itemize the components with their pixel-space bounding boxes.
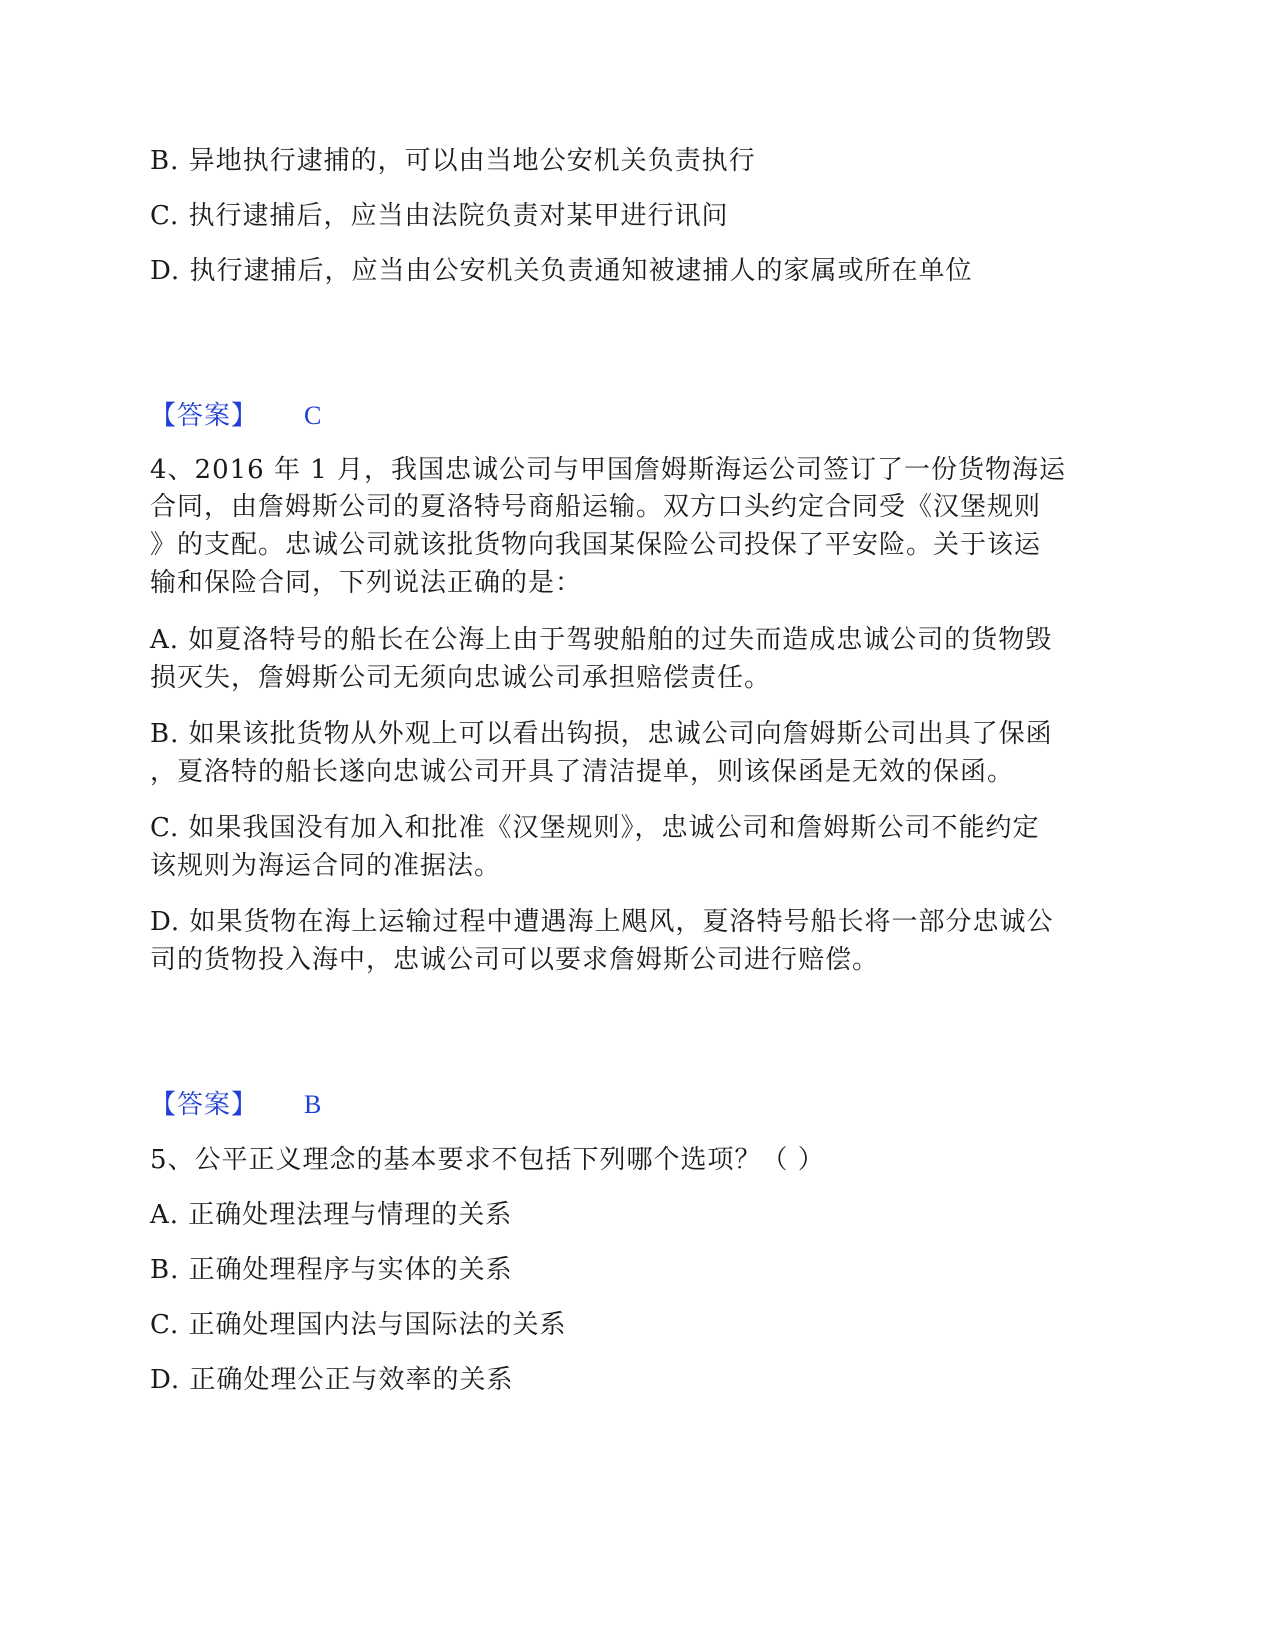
q3-answer-label: 【答案】: [150, 401, 259, 431]
q4-stem-line-3: 》的支配。忠诚公司就该批货物向我国某保险公司投保了平安险。关于该运: [150, 530, 1042, 560]
q4-option-d-line-2: 司的货物投入海中，忠诚公司可以要求詹姆斯公司进行赔偿。: [150, 945, 880, 975]
q4-answer-label: 【答案】: [150, 1090, 259, 1120]
q4-option-a-line-2: 损灭失，詹姆斯公司无须向忠诚公司承担赔偿责任。: [150, 663, 772, 693]
q4-option-d-line-1: D. 如果货物在海上运输过程中遭遇海上飓风，夏洛特号船长将一部分忠诚公: [150, 907, 1054, 937]
q4-answer-value: B: [304, 1090, 323, 1119]
q5-option-a: A. 正确处理法理与情理的关系: [150, 1200, 513, 1230]
q4-stem-line-1: 4、2016 年 1 月，我国忠诚公司与甲国詹姆斯海运公司签订了一份货物海运: [150, 455, 1067, 485]
q4-option-c-line-2: 该规则为海运合同的准据法。: [150, 851, 502, 881]
q5-stem: 5、公平正义理念的基本要求不包括下列哪个选项？（ ）: [150, 1145, 825, 1175]
q3-option-b: B. 异地执行逮捕的，可以由当地公安机关负责执行: [150, 146, 756, 176]
q4-stem-line-4: 输和保险合同，下列说法正确的是：: [150, 568, 583, 598]
q5-option-c: C. 正确处理国内法与国际法的关系: [150, 1310, 567, 1340]
q3-answer: [150, 396, 322, 436]
q4-stem-line-2: 合同，由詹姆斯公司的夏洛特号商船运输。双方口头约定合同受《汉堡规则: [150, 492, 1042, 522]
q3-option-d: D. 执行逮捕后，应当由公安机关负责通知被逮捕人的家属或所在单位: [150, 256, 973, 286]
q5-option-b: B. 正确处理程序与实体的关系: [150, 1255, 513, 1285]
q4-option-b-line-2: ，夏洛特的船长遂向忠诚公司开具了清洁提单，则该保函是无效的保函。: [150, 757, 1015, 787]
q3-option-c: C. 执行逮捕后，应当由法院负责对某甲进行讯问: [150, 201, 729, 231]
q4-option-c-line-1: C. 如果我国没有加入和批准《汉堡规则》，忠诚公司和詹姆斯公司不能约定: [150, 813, 1040, 843]
q4-answer: [150, 1085, 322, 1125]
q4-option-b-line-1: B. 如果该批货物从外观上可以看出钩损，忠诚公司向詹姆斯公司出具了保函: [150, 719, 1053, 749]
q3-answer-value: C: [304, 401, 323, 430]
q5-option-d: D. 正确处理公正与效率的关系: [150, 1365, 514, 1395]
q4-option-a-line-1: A. 如夏洛特号的船长在公海上由于驾驶船舶的过失而造成忠诚公司的货物毁: [150, 625, 1053, 655]
